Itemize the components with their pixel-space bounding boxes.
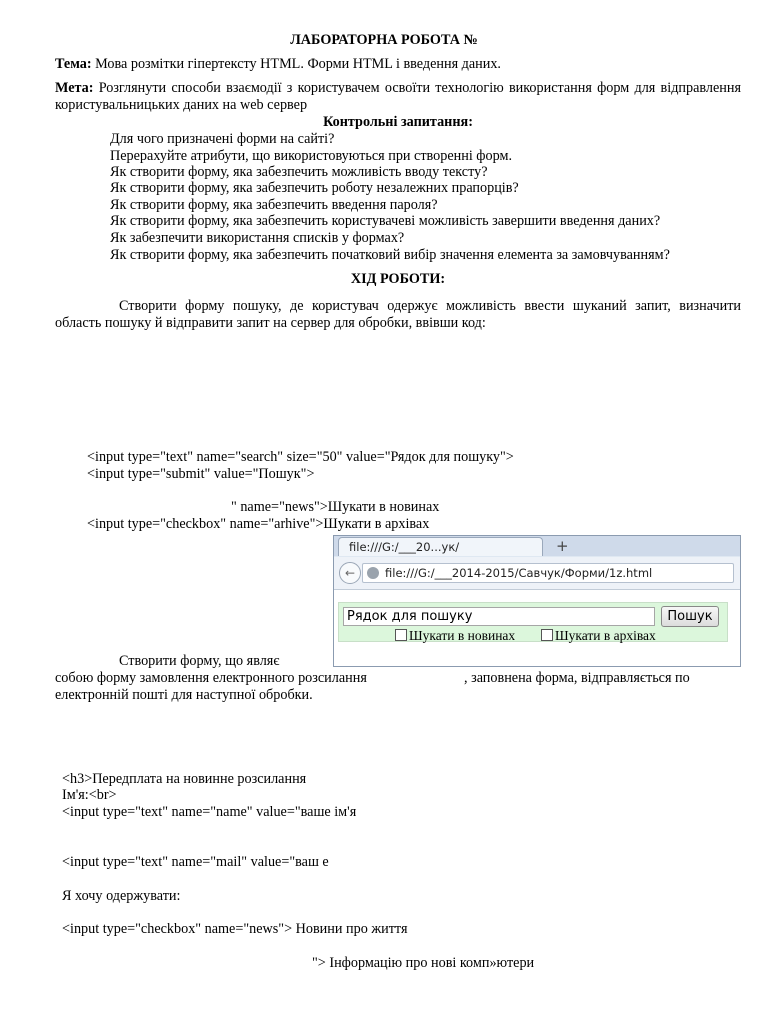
question-item: Перерахуйте атрибути, що використовуються при створенні форм.: [110, 148, 512, 164]
topic-paragraph: [55, 56, 741, 73]
code-line: <input type="checkbox" name="news"> Новини про життя: [62, 921, 408, 937]
task1-paragraph: Створити форму пошуку, де користувач одержує можливість ввести шуканий запит, визначити область пошуку й відправити запит на сервер для обробки, ввівши код:: [55, 298, 741, 331]
search-input[interactable]: Рядок для пошуку: [343, 607, 655, 626]
code-line: <input type="text" name="name" value="ваше ім'я: [62, 804, 357, 820]
address-text: file:///G:/___2014-2015/Савчук/Форми/1z.html: [385, 566, 653, 580]
task2-line: Створити форму, що являє: [119, 653, 280, 669]
task2-line: електронній пошті для наступної обробки.: [55, 687, 313, 703]
code-line: <input type="text" name="mail" value="ваш е: [62, 854, 329, 870]
task2-line: , заповнена форма, відправляється по: [464, 670, 690, 686]
goal-paragraph: [55, 80, 741, 114]
question-item: Як створити форму, яка забезпечить початковий вибір значення елемента за замовчуванням?: [110, 247, 670, 263]
back-arrow-icon[interactable]: ←: [339, 562, 361, 584]
checkbox-icon[interactable]: [395, 629, 407, 641]
code-line: " name="news">Шукати в новинах: [231, 499, 440, 515]
task2-line: собою форму замовлення електронного розсилання: [55, 670, 367, 686]
code-line: <input type="text" name="search" size="50" value="Рядок для пошуку">: [87, 449, 514, 465]
question-item: Для чого призначені форми на сайті?: [110, 131, 335, 147]
checkbox-archive-label: Шукати в архівах: [555, 628, 656, 643]
new-tab-icon[interactable]: +: [556, 537, 569, 555]
search-button[interactable]: Пошук: [661, 606, 719, 627]
checkbox-news-label: Шукати в новинах: [409, 628, 516, 643]
question-item: Як створити форму, яка забезпечить користувачеві можливість завершити введення даних?: [110, 213, 661, 229]
checkbox-news[interactable]: [395, 629, 515, 643]
navigation-bar: [334, 557, 740, 590]
address-bar[interactable]: [362, 563, 734, 583]
topic-label: Тема:: [55, 56, 92, 72]
checkbox-archive[interactable]: [541, 629, 656, 643]
tab-bar: [334, 536, 740, 556]
search-form: [338, 602, 728, 642]
checkbox-icon[interactable]: [541, 629, 553, 641]
goal-text: Розглянути способи взаємодії з користувачем освоїти технологію використання форм для відправлення користувальницьких даних на web сервер: [55, 80, 741, 113]
code-line: <h3>Передплата на новинне розсилання: [62, 771, 307, 787]
page-title: ЛАБОРАТОРНА РОБОТА №: [290, 32, 478, 48]
page-viewport: [334, 590, 740, 666]
code-line: Я хочу одержувати:: [62, 888, 181, 904]
question-item: Як створити форму, яка забезпечить роботу незалежних прапорців?: [110, 180, 519, 196]
question-item: Як забезпечити використання списків у формах?: [110, 230, 405, 246]
question-item: Як створити форму, яка забезпечить можливість вводу тексту?: [110, 164, 488, 180]
topic-text: Мова розмітки гіпертексту HTML. Форми HTML і введення даних.: [91, 56, 501, 72]
browser-screenshot: [333, 535, 741, 667]
question-item: Як створити форму, яка забезпечить введення пароля?: [110, 197, 438, 213]
questions-heading: Контрольні запитання:: [323, 114, 473, 130]
code-line: <input type="checkbox" name="arhive">Шукати в архівах: [87, 516, 430, 532]
goal-label: Мета:: [55, 80, 94, 96]
globe-icon: [367, 567, 379, 579]
code-line: "> Інформацію про нові комп»ютери: [312, 955, 535, 971]
code-line: Ім'я:<br>: [62, 787, 117, 803]
code-line: <input type="submit" value="Пошук">: [87, 466, 315, 482]
browser-tab[interactable]: file:///G:/___20...ук/: [338, 537, 543, 556]
progress-heading: ХІД РОБОТИ:: [350, 271, 446, 287]
